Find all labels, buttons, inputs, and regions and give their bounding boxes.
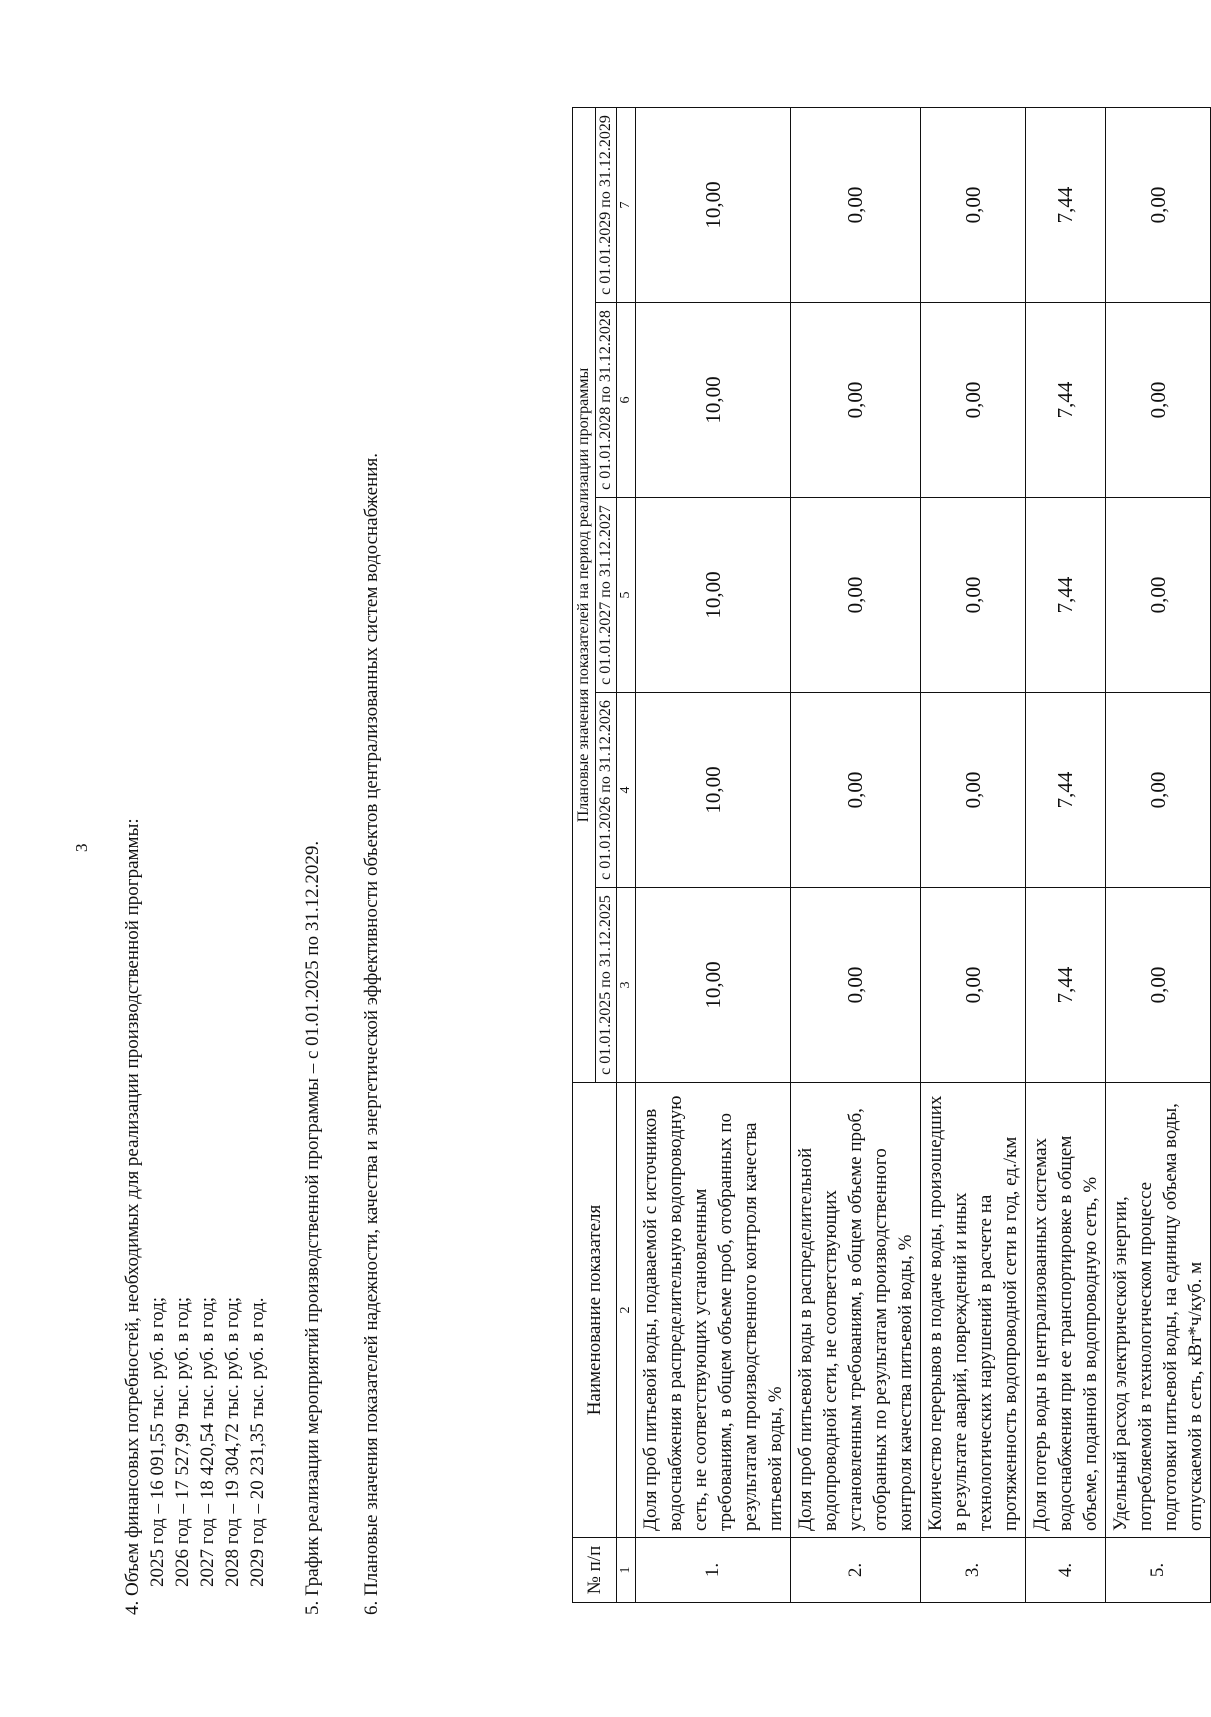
indicator-name: Доля проб питьевой воды, подаваемой с источников водоснабжения в распределительную водопроводную сеть, не соответствующих установленным требованиям, в общем объеме проб, отобранных по результатам производственного контроля качества питьевой воды, % xyxy=(636,1083,791,1538)
column-index: 7 xyxy=(617,107,636,302)
indicators-table xyxy=(572,107,1211,1603)
row-number: 4. xyxy=(1026,1538,1106,1603)
indicator-value: 10,00 xyxy=(636,303,791,498)
table-row xyxy=(1026,107,1106,1602)
table-header-row xyxy=(573,107,596,1602)
year-amount-line: 2028 год – 19 304,72 тыс. руб. в год; xyxy=(222,1296,243,1587)
indicator-name: Доля проб питьевой воды в распределительной водопроводной сети, не соответствующих установленным требованиям, в общем объеме проб, отобранных по результатам производственного контроля качества питьевой воды, % xyxy=(791,1083,921,1538)
header-period: с 01.01.2028 по 31.12.2028 xyxy=(596,303,617,498)
column-index: 1 xyxy=(617,1538,636,1603)
header-planned-values: Плановые значения показателей на период реализации программы xyxy=(573,107,596,1082)
page-number: 3 xyxy=(72,843,91,852)
column-index-row xyxy=(617,107,636,1602)
section-4 xyxy=(120,95,270,1615)
section-5-title: 5. График реализации мероприятий производственной программы – с 01.01.2025 по 31.12.2029. xyxy=(302,840,323,1615)
indicator-value: 7,44 xyxy=(1026,693,1106,888)
row-number: 3. xyxy=(921,1538,1026,1603)
header-period: с 01.01.2029 по 31.12.2029 xyxy=(596,107,617,302)
indicator-name: Удельный расход электрической энергии, потребляемой в технологическом процессе подготовки питьевой воды, на единицу объема воды, отпускаемой в сеть, кВт*ч/куб. м xyxy=(1106,1083,1211,1538)
header-period: с 01.01.2027 по 31.12.2027 xyxy=(596,498,617,693)
indicator-value: 0,00 xyxy=(1106,888,1211,1083)
table-row xyxy=(1106,107,1211,1602)
indicator-value: 10,00 xyxy=(636,498,791,693)
section-4-title: 4. Объем финансовых потребностей, необходимых для реализации производственной программы: xyxy=(122,818,143,1615)
indicator-value: 0,00 xyxy=(921,498,1026,693)
indicator-value: 10,00 xyxy=(636,107,791,302)
year-amount-line: 2029 год – 20 231,35 тыс. руб. в год. xyxy=(247,1297,268,1587)
rotated-page-content xyxy=(120,95,1206,1615)
column-index: 5 xyxy=(617,498,636,693)
indicator-value: 7,44 xyxy=(1026,888,1106,1083)
section-6-title: 6. Плановые значения показателей надежности, качества и энергетической эффективности объектов централизованных систем водоснабжения. xyxy=(361,453,382,1615)
indicator-value: 0,00 xyxy=(791,498,921,693)
year-amount-line: 2027 год – 18 420,54 тыс. руб. в год; xyxy=(197,1296,218,1587)
header-period: с 01.01.2026 по 31.12.2026 xyxy=(596,693,617,888)
indicator-value: 7,44 xyxy=(1026,107,1106,302)
indicator-name: Количество перерывов в подаче воды, произошедших в результате аварий, повреждений и иных технологических нарушений в расчете на протяженность водопроводной сети в год, ед./км xyxy=(921,1083,1026,1538)
row-number: 2. xyxy=(791,1538,921,1603)
indicator-value: 0,00 xyxy=(1106,498,1211,693)
row-number: 1. xyxy=(636,1538,791,1603)
table-row xyxy=(791,107,921,1602)
indicator-value: 0,00 xyxy=(791,693,921,888)
indicator-name: Доля потерь воды в централизованных системах водоснабжения при ее транспортировке в общем объеме, поданной в водопроводную сеть, % xyxy=(1026,1083,1106,1538)
indicator-value: 0,00 xyxy=(921,693,1026,888)
indicator-value: 10,00 xyxy=(636,693,791,888)
header-number: № п/п xyxy=(573,1538,617,1603)
column-index: 3 xyxy=(617,888,636,1083)
table-row xyxy=(636,107,791,1602)
indicator-value: 0,00 xyxy=(921,107,1026,302)
table-row xyxy=(921,107,1026,1602)
year-amount-line: 2025 год – 16 091,55 тыс. руб. в год; xyxy=(147,1296,168,1587)
indicator-value: 0,00 xyxy=(921,888,1026,1083)
column-index: 2 xyxy=(617,1083,636,1538)
indicator-value: 7,44 xyxy=(1026,303,1106,498)
indicator-value: 0,00 xyxy=(791,107,921,302)
header-indicator-name: Наименование показателя xyxy=(573,1083,617,1538)
indicator-value: 10,00 xyxy=(636,888,791,1083)
header-period: с 01.01.2025 по 31.12.2025 xyxy=(596,888,617,1083)
indicator-value: 0,00 xyxy=(1106,303,1211,498)
indicator-value: 7,44 xyxy=(1026,498,1106,693)
indicator-value: 0,00 xyxy=(1106,693,1211,888)
indicator-value: 0,00 xyxy=(1106,107,1211,302)
row-number: 5. xyxy=(1106,1538,1211,1603)
indicator-value: 0,00 xyxy=(791,888,921,1083)
column-index: 4 xyxy=(617,693,636,888)
indicator-value: 0,00 xyxy=(791,303,921,498)
indicator-value: 0,00 xyxy=(921,303,1026,498)
column-index: 6 xyxy=(617,303,636,498)
year-amount-line: 2026 год – 17 527,99 тыс. руб. в год; xyxy=(172,1296,193,1587)
